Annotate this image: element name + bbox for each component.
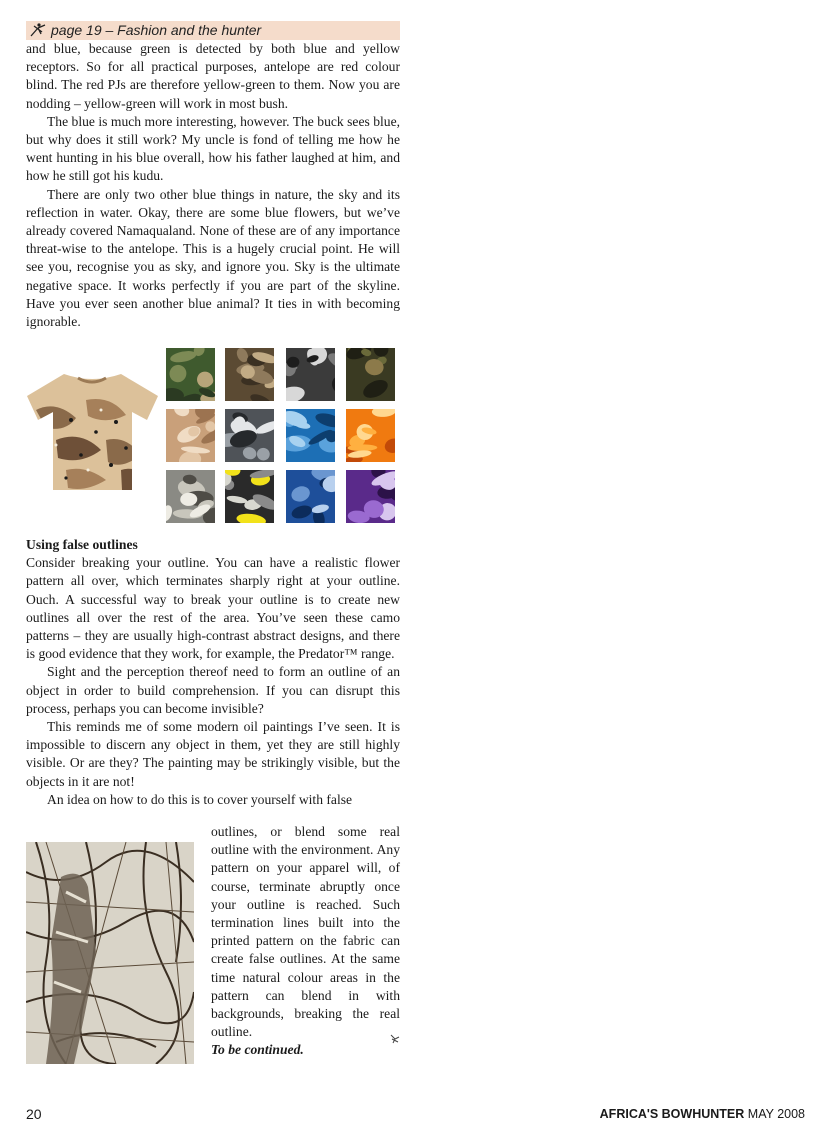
paragraph: This reminds me of some modern oil paintings I’ve seen. It is impossible to discern any object in them, yet they are still highly visible. Or are they? The painting may be strikingly visible, but the objects in it are not! (26, 719, 400, 789)
issue-date: MAY 2008 (747, 1107, 805, 1121)
camo-swatch (166, 348, 215, 401)
article-top-text (26, 40, 400, 331)
camo-swatch (166, 409, 215, 462)
archer-icon (29, 22, 49, 38)
camo-swatch (346, 348, 395, 401)
camo-swatch (225, 470, 274, 523)
magazine-footer (600, 1107, 805, 1121)
camo-swatch (286, 470, 335, 523)
camouflaged-hunter-photo (26, 842, 194, 1064)
paragraph: An idea on how to do this is to cover yourself with false (47, 791, 353, 807)
camo-swatch (166, 470, 215, 523)
to-be-continued: To be continued. (211, 1042, 304, 1058)
magazine-name: AFRICA'S BOWHUNTER (599, 1107, 745, 1121)
camo-swatch (346, 409, 395, 462)
end-mark-icon (389, 1033, 401, 1045)
paragraph-wrap: outlines, or blend some real outline with the environment. Any pattern on your apparel will, of course, terminate abruptly once your outline is reached. Such termination lines built into the printed pattern on the fabric can create false outlines. At the same time natural colour areas in the pattern can blend in with backgrounds, breaking the real outline. (211, 824, 400, 1040)
desert-camo-tshirt-image (26, 370, 159, 494)
page-number: 20 (26, 1106, 42, 1122)
camo-swatch (286, 409, 335, 462)
section-heading: Using false outlines (26, 537, 138, 552)
wrapped-text (211, 823, 400, 1060)
paragraph: and blue, because green is detected by both blue and yellow receptors. So for all practical purposes, antelope are red colour blind. The red PJs are therefore yellow-green to them. Now you are nodding – yellow-green will work in most bush. (26, 41, 400, 111)
camo-swatch (286, 348, 335, 401)
header-text: page 19 – Fashion and the hunter (51, 22, 262, 38)
running-header (26, 21, 400, 40)
paragraph: Sight and the perception thereof need to form an outline of an object in order to build comprehension. If you can disrupt this process, perhaps you can become invisible? (26, 664, 400, 716)
camo-swatch (225, 348, 274, 401)
paragraph: There are only two other blue things in nature, the sky and its reflection in water. Okay, there are some blue flowers, but we’ve already covered Namaqualand. None of these are of any importance threat-wise to the antelope. This is a hugely crucial point. He will see you, recognise you as sky, and ignore you. Sky is the ultimate negative space. It works perfectly if you are part of the skyline. Have you ever seen another blue animal? It ties in with becoming ignorable. (26, 186, 400, 330)
paragraph: The blue is much more interesting, however. The buck sees blue, but why does it still work? My uncle is fond of telling me how he went hunting in his blue overall, how his father laughed at him, and how he still got his kudu. (26, 113, 400, 184)
camo-swatch (346, 470, 395, 523)
article-bottom-text (26, 536, 400, 809)
paragraph: Consider breaking your outline. You can have a realistic flower pattern all over, which terminates sharply right at your outline. Ouch. A successful way to break your outline is to create new outlines all over the rest of the area. You’ve seen these camo patterns – they are usually high-contrast abstract designs, and there is good evidence that they work, for example, the Predator™ range. (26, 555, 400, 662)
camo-swatch (225, 409, 274, 462)
